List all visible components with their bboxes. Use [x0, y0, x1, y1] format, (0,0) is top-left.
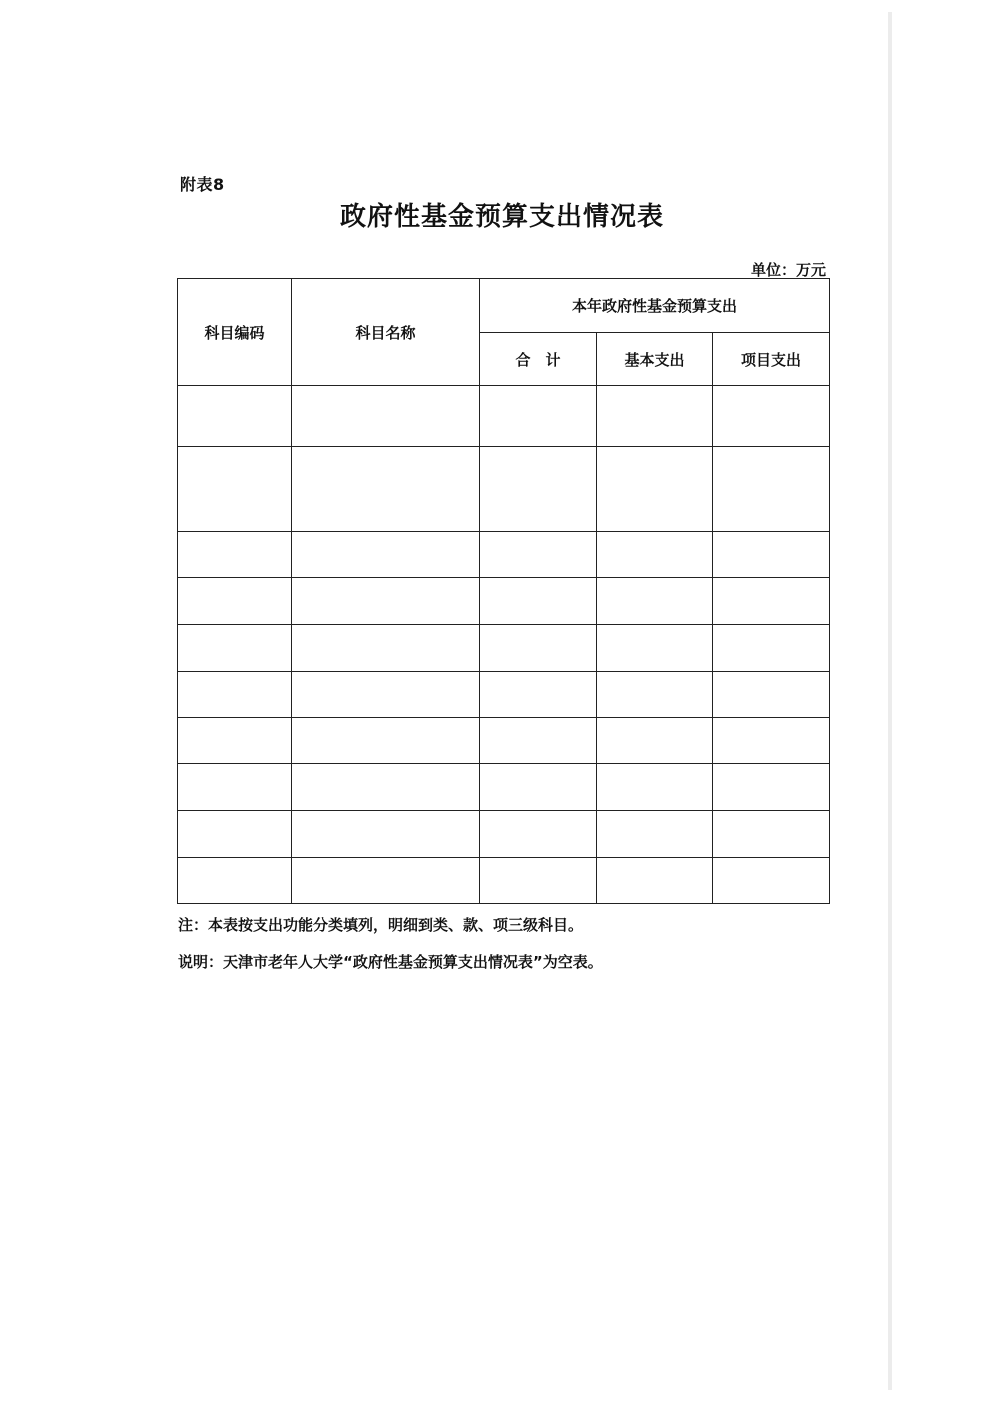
- table-cell: [480, 447, 597, 532]
- table-cell: [480, 718, 597, 764]
- table-cell: [597, 718, 713, 764]
- table-row: [178, 532, 830, 578]
- header-code: 科目编码: [178, 279, 292, 386]
- table-cell: [292, 764, 480, 811]
- table-cell: [292, 672, 480, 718]
- table-cell: [480, 672, 597, 718]
- table-cell: [292, 447, 480, 532]
- table-cell: [292, 386, 480, 447]
- table-cell: [480, 578, 597, 625]
- header-project: 项目支出: [713, 333, 830, 386]
- table-row: [178, 858, 830, 904]
- table-cell: [480, 811, 597, 858]
- table-row: [178, 386, 830, 447]
- table-cell: [292, 811, 480, 858]
- table-row: [178, 578, 830, 625]
- table-cell: [713, 578, 830, 625]
- header-basic: 基本支出: [597, 333, 713, 386]
- table-header-row: [178, 279, 830, 333]
- budget-table: [177, 278, 830, 904]
- table-row: [178, 672, 830, 718]
- header-group: 本年政府性基金预算支出: [480, 279, 830, 333]
- header-name: 科目名称: [292, 279, 480, 386]
- table-cell: [178, 718, 292, 764]
- header-total: 合 计: [480, 333, 597, 386]
- table-cell: [597, 764, 713, 811]
- table-cell: [713, 386, 830, 447]
- table-cell: [292, 532, 480, 578]
- table-cell: [597, 811, 713, 858]
- table-cell: [178, 447, 292, 532]
- table-cell: [597, 672, 713, 718]
- table-row: [178, 811, 830, 858]
- table-row: [178, 764, 830, 811]
- table-cell: [713, 672, 830, 718]
- table-cell: [480, 858, 597, 904]
- table-cell: [597, 447, 713, 532]
- table-cell: [713, 764, 830, 811]
- table-cell: [713, 625, 830, 672]
- table-cell: [713, 858, 830, 904]
- table-row: [178, 447, 830, 532]
- table-cell: [480, 386, 597, 447]
- unit-label: 单位：万元: [750, 261, 826, 279]
- table-cell: [597, 578, 713, 625]
- table-cell: [597, 625, 713, 672]
- table-cell: [713, 811, 830, 858]
- table-cell: [292, 858, 480, 904]
- table-cell: [713, 718, 830, 764]
- table-row: [178, 625, 830, 672]
- table-cell: [178, 386, 292, 447]
- attachment-label: 附表8: [180, 175, 225, 194]
- table-cell: [178, 858, 292, 904]
- table-cell: [178, 764, 292, 811]
- table-cell: [597, 532, 713, 578]
- table-cell: [713, 447, 830, 532]
- table-body: [178, 386, 830, 904]
- table-cell: [597, 386, 713, 447]
- table-cell: [178, 672, 292, 718]
- table-cell: [480, 764, 597, 811]
- table-explanation: 说明：天津市老年人大学“政府性基金预算支出情况表”为空表。: [178, 953, 603, 971]
- table-cell: [292, 625, 480, 672]
- table-cell: [713, 532, 830, 578]
- table-row: [178, 718, 830, 764]
- table-cell: [292, 718, 480, 764]
- table-cell: [292, 578, 480, 625]
- table-note: 注：本表按支出功能分类填列，明细到类、款、项三级科目。: [178, 916, 584, 934]
- table-cell: [178, 811, 292, 858]
- table-cell: [597, 858, 713, 904]
- table-cell: [480, 532, 597, 578]
- table-cell: [178, 532, 292, 578]
- page-title: 政府性基金预算支出情况表: [339, 202, 664, 232]
- table-cell: [178, 625, 292, 672]
- table-cell: [178, 578, 292, 625]
- table-cell: [480, 625, 597, 672]
